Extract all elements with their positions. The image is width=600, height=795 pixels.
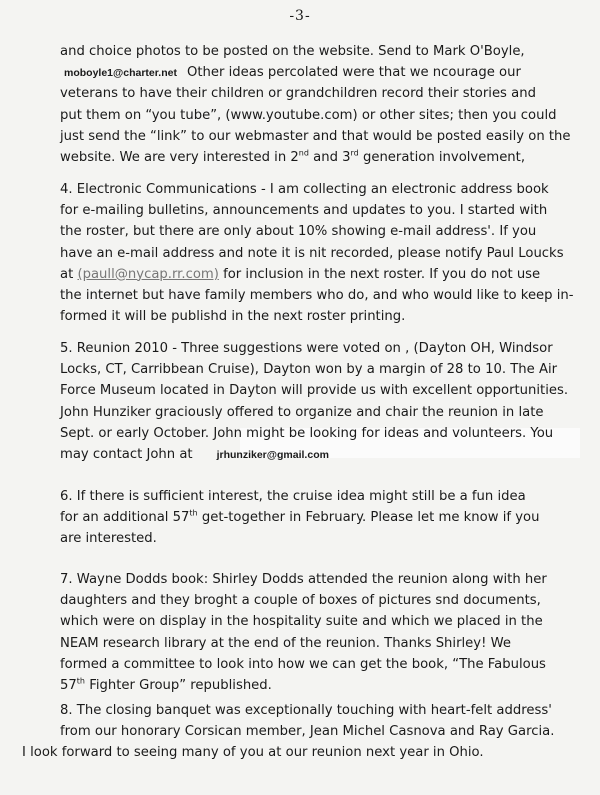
- text-line: and choice photos to be posted on the website. Send to Mark O'Boyle,: [60, 44, 525, 59]
- text-segment: and 3: [308, 149, 351, 165]
- text-line: just send the “link” to our webmaster and that would be posted easily on the: [60, 128, 571, 144]
- text-line: [60, 62, 580, 83]
- paragraph-closing-banquet: [60, 700, 580, 742]
- text-segment: generation involvement,: [358, 149, 526, 165]
- closing-sentence: I look forward to seeing many of you at our reunion next year in Ohio.: [22, 745, 484, 760]
- text-line: the internet but have family members who do, and who would like to keep in-: [60, 287, 574, 303]
- text-line: daughters and they broght a couple of boxes of pictures snd documents,: [60, 593, 541, 609]
- paragraph-electronic-communications: [60, 179, 580, 327]
- text-segment: website. We are very interested in 2: [60, 149, 299, 165]
- text-line: [60, 675, 580, 696]
- email-paul-loucks[interactable]: (paull@nycap.rr.com): [77, 266, 219, 282]
- text-line: veterans to have their children or grandchildren record their stories and: [60, 86, 536, 102]
- superscript: th: [76, 676, 85, 686]
- text-segment: Other ideas percolated were that we ncourage our: [186, 65, 521, 81]
- text-segment: may contact John at: [60, 446, 193, 462]
- text-line: are interested.: [60, 531, 157, 547]
- text-line: [60, 264, 580, 285]
- text-line: [60, 147, 580, 168]
- superscript: nd: [298, 148, 309, 158]
- text-segment: get-together in February. Please let me know if you: [197, 510, 540, 526]
- text-segment: for an additional 57: [60, 510, 190, 526]
- text-line: formed it will be publishd in the next roster printing.: [60, 309, 406, 325]
- text-line: 7. Wayne Dodds book: Shirley Dodds attended the reunion along with her: [60, 572, 547, 587]
- text-line: formed a committee to look into how we can get the book, “The Fabulous: [60, 656, 546, 672]
- text-line: which were on display in the hospitality suite and which we placed in the: [60, 614, 543, 630]
- text-segment: for inclusion in the next roster. If you do not use: [218, 266, 541, 282]
- text-line: have an e-mail address and note it is nit recorded, please notify Paul Loucks: [60, 245, 564, 261]
- text-line: Locks, CT, Carribbean Cruise), Dayton won by a margin of 28 to 10. The Air: [60, 362, 558, 378]
- text-line: John Hunziker graciously offered to organize and chair the reunion in late: [60, 404, 544, 420]
- email-john-hunziker: jrhunziker@gmail.com: [216, 448, 329, 461]
- paragraph-cruise: [60, 486, 580, 550]
- text-line: Sept. or early October. John might be looking for ideas and volunteers. You: [60, 425, 554, 441]
- text-line: the roster, but there are only about 10% showing e-mail address'. If you: [60, 224, 537, 240]
- paragraph-wayne-dodds-book: [60, 569, 580, 696]
- text-line: for e-mailing bulletins, announcements and updates to you. I started with: [60, 203, 548, 219]
- paragraph-reunion-2010: [60, 338, 580, 465]
- text-line: put them on “you tube”, (www.youtube.com) or other sites; then you could: [60, 107, 557, 123]
- text-line: NEAM research library at the end of the reunion. Thanks Shirley! We: [60, 635, 511, 651]
- text-line: 6. If there is sufficient interest, the cruise idea might still be a fun idea: [60, 489, 526, 504]
- text-line: 5. Reunion 2010 - Three suggestions were voted on , (Dayton OH, Windsor: [60, 341, 553, 356]
- paragraph-photos: [60, 41, 580, 168]
- email-mark-oboyle: moboyle1@charter.net: [64, 67, 177, 80]
- page-number: -3-: [289, 8, 311, 24]
- text-line: [60, 444, 580, 465]
- text-segment: Fighter Group” republished.: [85, 677, 272, 693]
- text-segment: at: [60, 266, 78, 282]
- text-line: [60, 507, 580, 528]
- superscript: rd: [350, 148, 359, 158]
- text-line: 4. Electronic Communications - I am collecting an electronic address book: [60, 182, 549, 197]
- text-line: 8. The closing banquet was exceptionally touching with heart-felt address': [60, 703, 552, 718]
- text-segment: 57: [60, 677, 77, 693]
- text-line: from our honorary Corsican member, Jean Michel Casnova and Ray Garcia.: [60, 724, 555, 740]
- superscript: th: [189, 508, 198, 518]
- text-line: Force Museum located in Dayton will provide us with excellent opportunities.: [60, 383, 569, 399]
